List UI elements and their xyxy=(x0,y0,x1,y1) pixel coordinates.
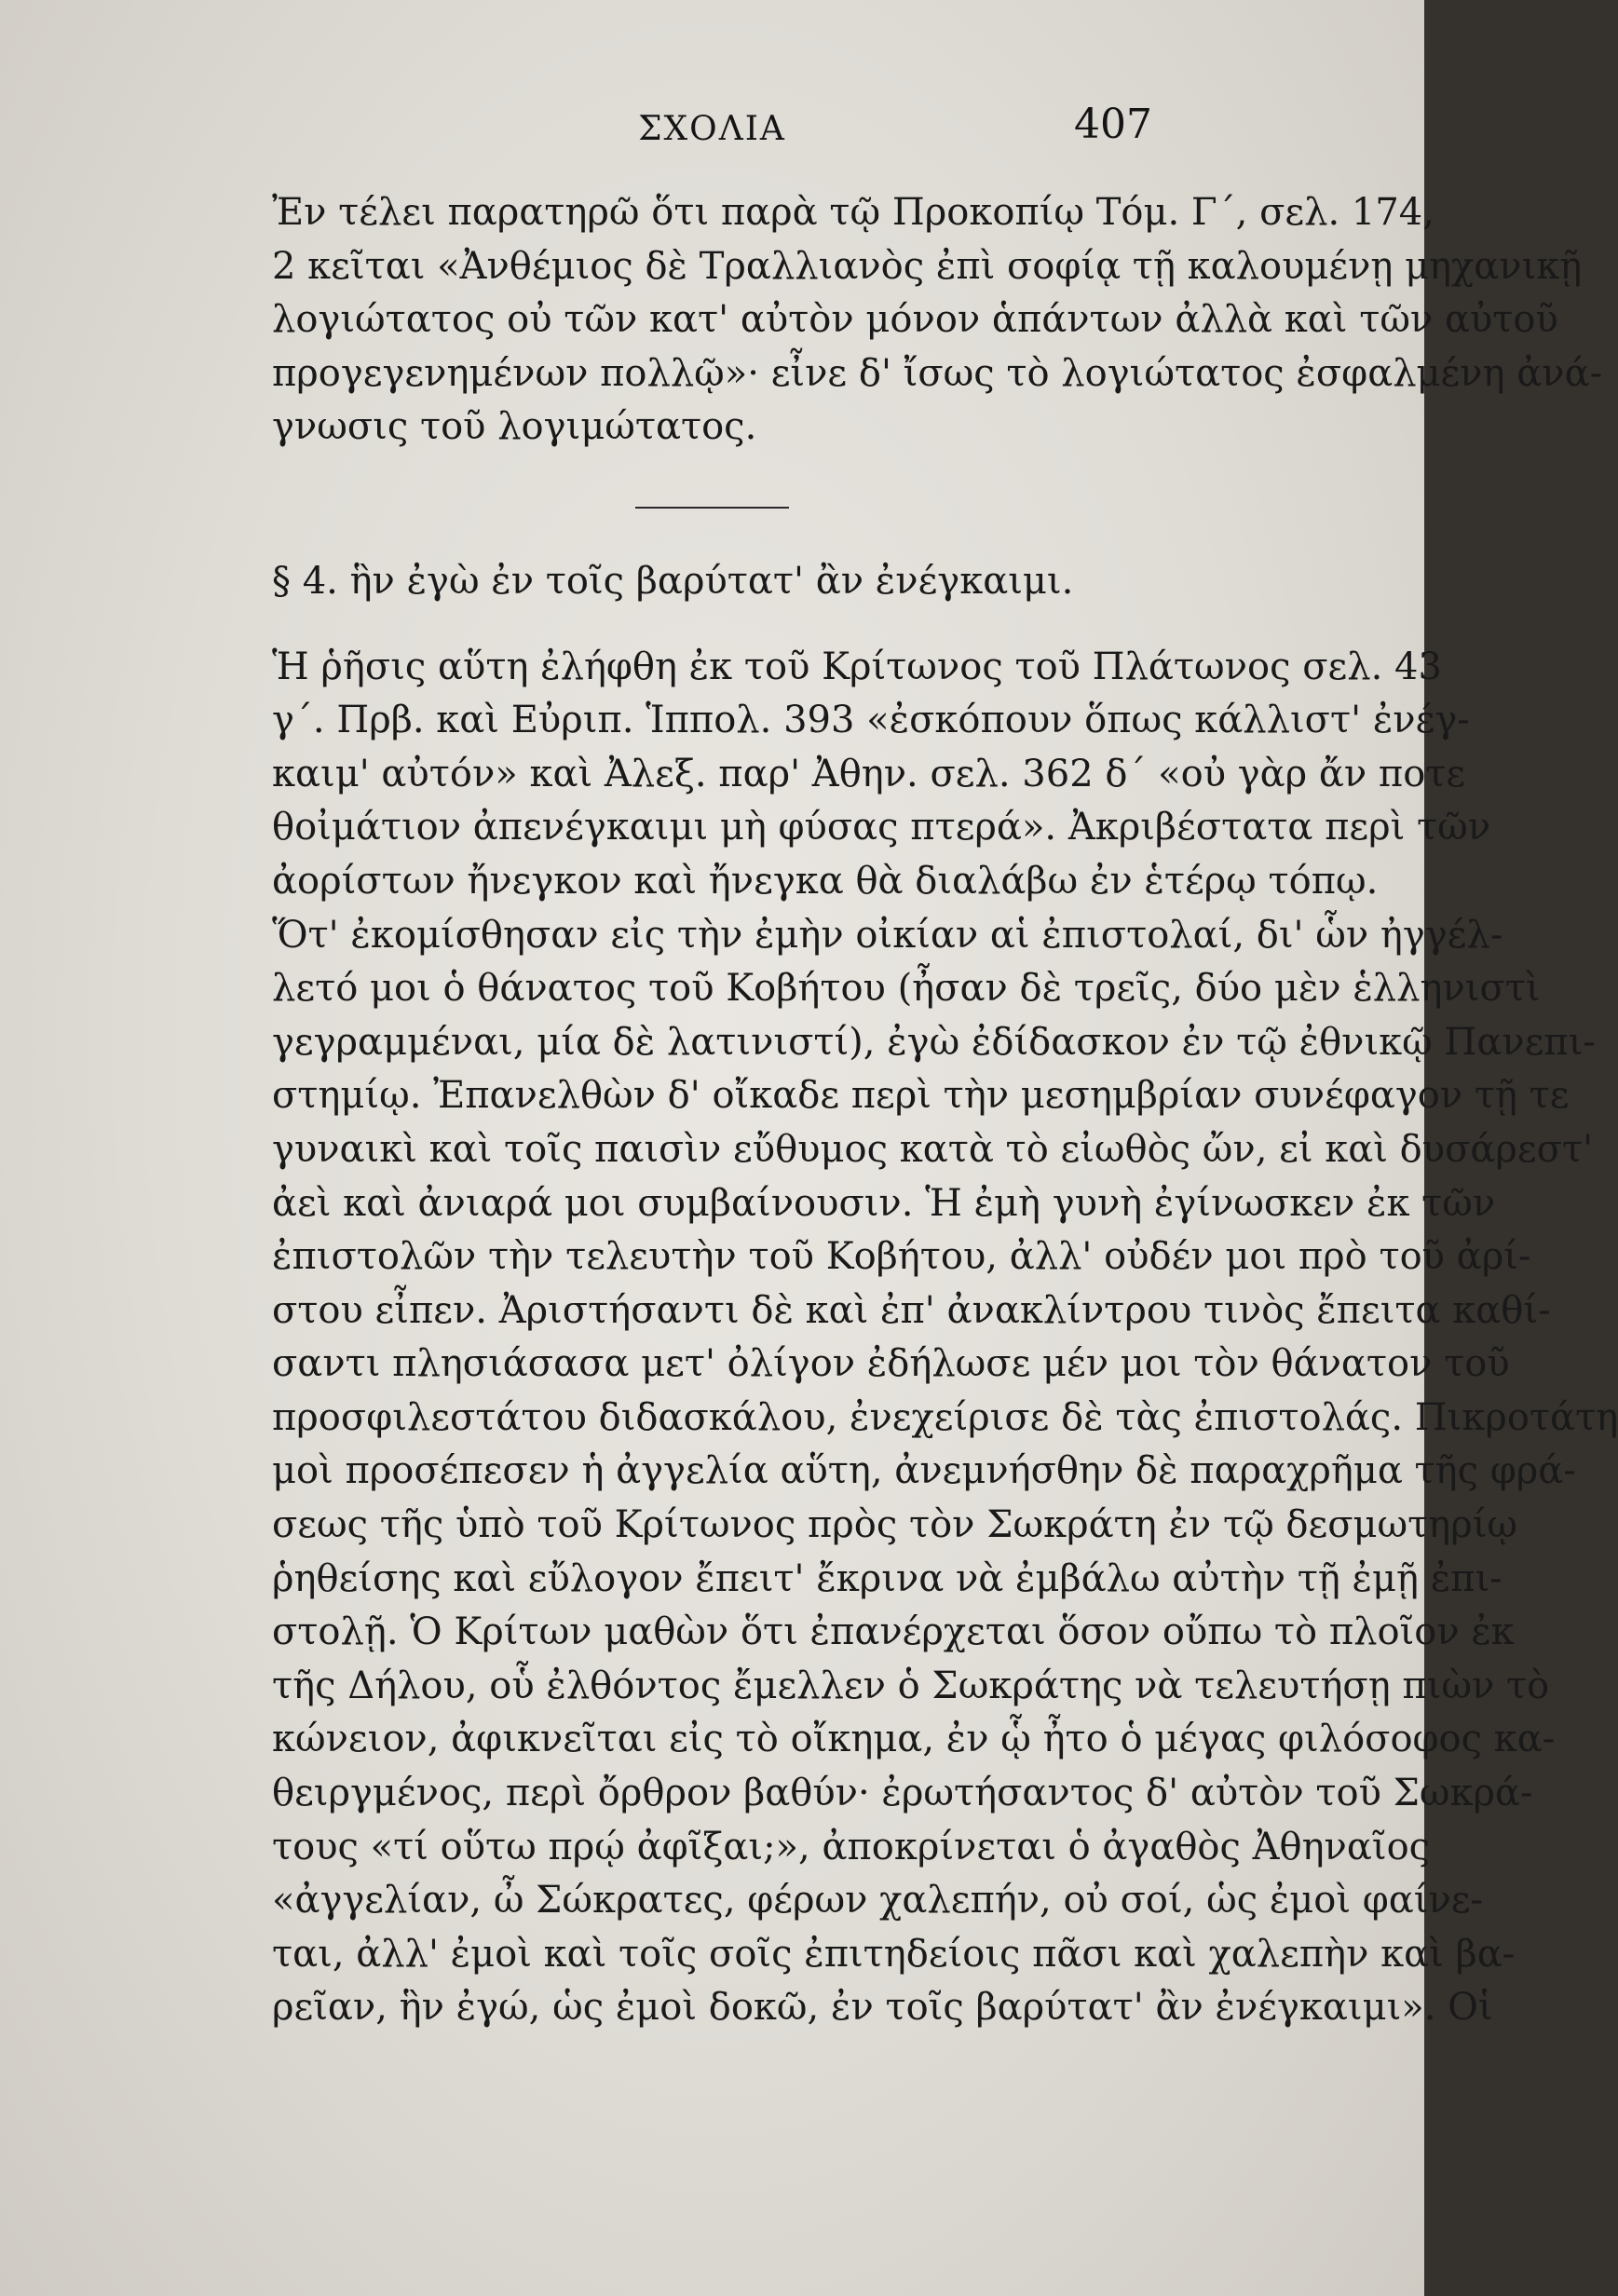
page-number: 407 xyxy=(1074,101,1152,148)
text-line: Ὅτ' ἐκομίσθησαν εἰς τὴν ἐμὴν οἰκίαν αἱ ἐπιστολαί, δι' ὧν ἠγγέλ- xyxy=(272,913,1503,957)
paragraph-1 xyxy=(272,186,1603,455)
text-line: ἀορίστων ἤνεγκον καὶ ἤνεγκα θὰ διαλάβω ἐν ἑτέρῳ τόπῳ. xyxy=(272,859,1379,903)
text-line: «ἀγγελίαν, ὦ Σώκρατες, φέρων χαλεπήν, οὐ σοί, ὡς ἐμοὶ φαίνε- xyxy=(272,1879,1484,1922)
paragraph-3 xyxy=(272,909,1618,2035)
text-line: καιμ' αὐτόν» καὶ Ἀλεξ. παρ' Ἀθην. σελ. 362 δ΄ «οὐ γὰρ ἄν ποτε xyxy=(272,752,1466,795)
text-line: γνωσις τοῦ λογιμώτατος. xyxy=(272,405,757,449)
text-line: θειργμένος, περὶ ὄρθρον βαθύν· ἐρωτήσαντος δ' αὐτὸν τοῦ Σωκρά- xyxy=(272,1772,1533,1815)
text-line: λογιώτατος οὐ τῶν κατ' αὐτὸν μόνον ἁπάντων ἀλλὰ καὶ τῶν αὐτοῦ xyxy=(272,298,1558,342)
text-line: σεως τῆς ὑπὸ τοῦ Κρίτωνος πρὸς τὸν Σωκράτη ἐν τῷ δεσμωτηρίῳ xyxy=(272,1503,1518,1547)
text-line: κώνειον, ἀφικνεῖται εἰς τὸ οἴκημα, ἐν ᾧ ἦτο ὁ μέγας φιλόσοφος κα- xyxy=(272,1718,1556,1761)
running-title: ΣΧΟΛΙΑ xyxy=(638,110,786,148)
section-heading: § 4. ἣν ἐγὼ ἐν τοῖς βαρύτατ' ἂν ἐνέγκαιμι. xyxy=(272,559,1074,603)
text-line: μοὶ προσέπεσεν ἡ ἀγγελία αὕτη, ἀνεμνήσθην δὲ παραχρῆμα τῆς φρά- xyxy=(272,1449,1576,1493)
text-line: ρεῖαν, ἣν ἐγώ, ὡς ἐμοὶ δοκῶ, ἐν τοῖς βαρύτατ' ἂν ἐνέγκαιμι». Οἱ xyxy=(272,1986,1493,2030)
text-line: θοἰμάτιον ἀπενέγκαιμι μὴ φύσας πτερά». Ἀκριβέστατα περὶ τῶν xyxy=(272,806,1491,849)
text-line: ἀεὶ καὶ ἀνιαρά μοι συμβαίνουσιν. Ἡ ἐμὴ γυνὴ ἐγίνωσκεν ἐκ τῶν xyxy=(272,1181,1496,1225)
text-line: τῆς Δήλου, οὗ ἐλθόντος ἔμελλεν ὁ Σωκράτης νὰ τελευτήσῃ πιὼν τὸ xyxy=(272,1664,1550,1707)
text-line: γυναικὶ καὶ τοῖς παισὶν εὔθυμος κατὰ τὸ εἰωθὸς ὤν, εἰ καὶ δυσάρεστ' xyxy=(272,1127,1594,1171)
text-line: στου εἶπεν. Ἀριστήσαντι δὲ καὶ ἐπ' ἀνακλίντρου τινὸς ἔπειτα καθί- xyxy=(272,1288,1551,1332)
text-line: στημίῳ. Ἐπανελθὼν δ' οἴκαδε περὶ τὴν μεσημβρίαν συνέφαγον τῇ τε xyxy=(272,1074,1570,1118)
text-line: τους «τί οὕτω πρῴ ἀφῖξαι;», ἀποκρίνεται ὁ ἀγαθὸς Ἀθηναῖος xyxy=(272,1825,1431,1868)
text-line: ἐπιστολῶν τὴν τελευτὴν τοῦ Κοβήτου, ἀλλ' οὐδέν μοι πρὸ τοῦ ἀρί- xyxy=(272,1235,1531,1279)
text-line: 2 κεῖται «Ἀνθέμιος δὲ Τραλλιανὸς ἐπὶ σοφίᾳ τῇ καλουμένῃ μηχανικῇ xyxy=(272,244,1583,288)
text-line: προγεγενημένων πολλῷ»· εἶνε δ' ἴσως τὸ λογιώτατος ἐσφαλμένη ἀνά- xyxy=(272,351,1603,395)
text-line: ῥηθείσης καὶ εὔλογον ἔπειτ' ἔκρινα νὰ ἐμβάλω αὐτὴν τῇ ἐμῇ ἐπι- xyxy=(272,1556,1502,1600)
page-header xyxy=(0,101,1424,156)
text-line: γεγραμμέναι, μία δὲ λατινιστί), ἐγὼ ἐδίδασκον ἐν τῷ ἐθνικῷ Πανεπι- xyxy=(272,1020,1596,1064)
text-line: Ἡ ῥῆσις αὕτη ἐλήφθη ἐκ τοῦ Κρίτωνος τοῦ Πλάτωνος σελ. 43 xyxy=(272,645,1442,688)
text-line: στολῇ. Ὁ Κρίτων μαθὼν ὅτι ἐπανέρχεται ὅσον οὔπω τὸ πλοῖον ἐκ xyxy=(272,1610,1515,1654)
page-body xyxy=(272,186,1618,2035)
text-line: σαντι πλησιάσασα μετ' ὀλίγον ἐδήλωσε μέν μοι τὸν θάνατον τοῦ xyxy=(272,1342,1510,1386)
text-line: προσφιλεστάτου διδασκάλου, ἐνεχείρισε δὲ τὰς ἐπιστολάς. Πικροτάτη xyxy=(272,1395,1618,1439)
text-line: γ΄. Πρβ. καὶ Εὐριπ. Ἱππολ. 393 «ἐσκόπουν ὅπως κάλλιστ' ἐνέγ- xyxy=(272,699,1470,742)
text-line: Ἐν τέλει παρατηρῶ ὅτι παρὰ τῷ Προκοπίῳ Τόμ. Γ΄, σελ. 174, xyxy=(272,191,1434,234)
paragraph-2 xyxy=(272,641,1491,909)
text-line: λετό μοι ὁ θάνατος τοῦ Κοβήτου (ἦσαν δὲ τρεῖς, δύο μὲν ἑλληνιστὶ xyxy=(272,967,1541,1011)
section-divider xyxy=(635,507,789,509)
text-line: ται, ἀλλ' ἐμοὶ καὶ τοῖς σοῖς ἐπιτηδείοις πᾶσι καὶ χαλεπὴν καὶ βα- xyxy=(272,1932,1516,1976)
